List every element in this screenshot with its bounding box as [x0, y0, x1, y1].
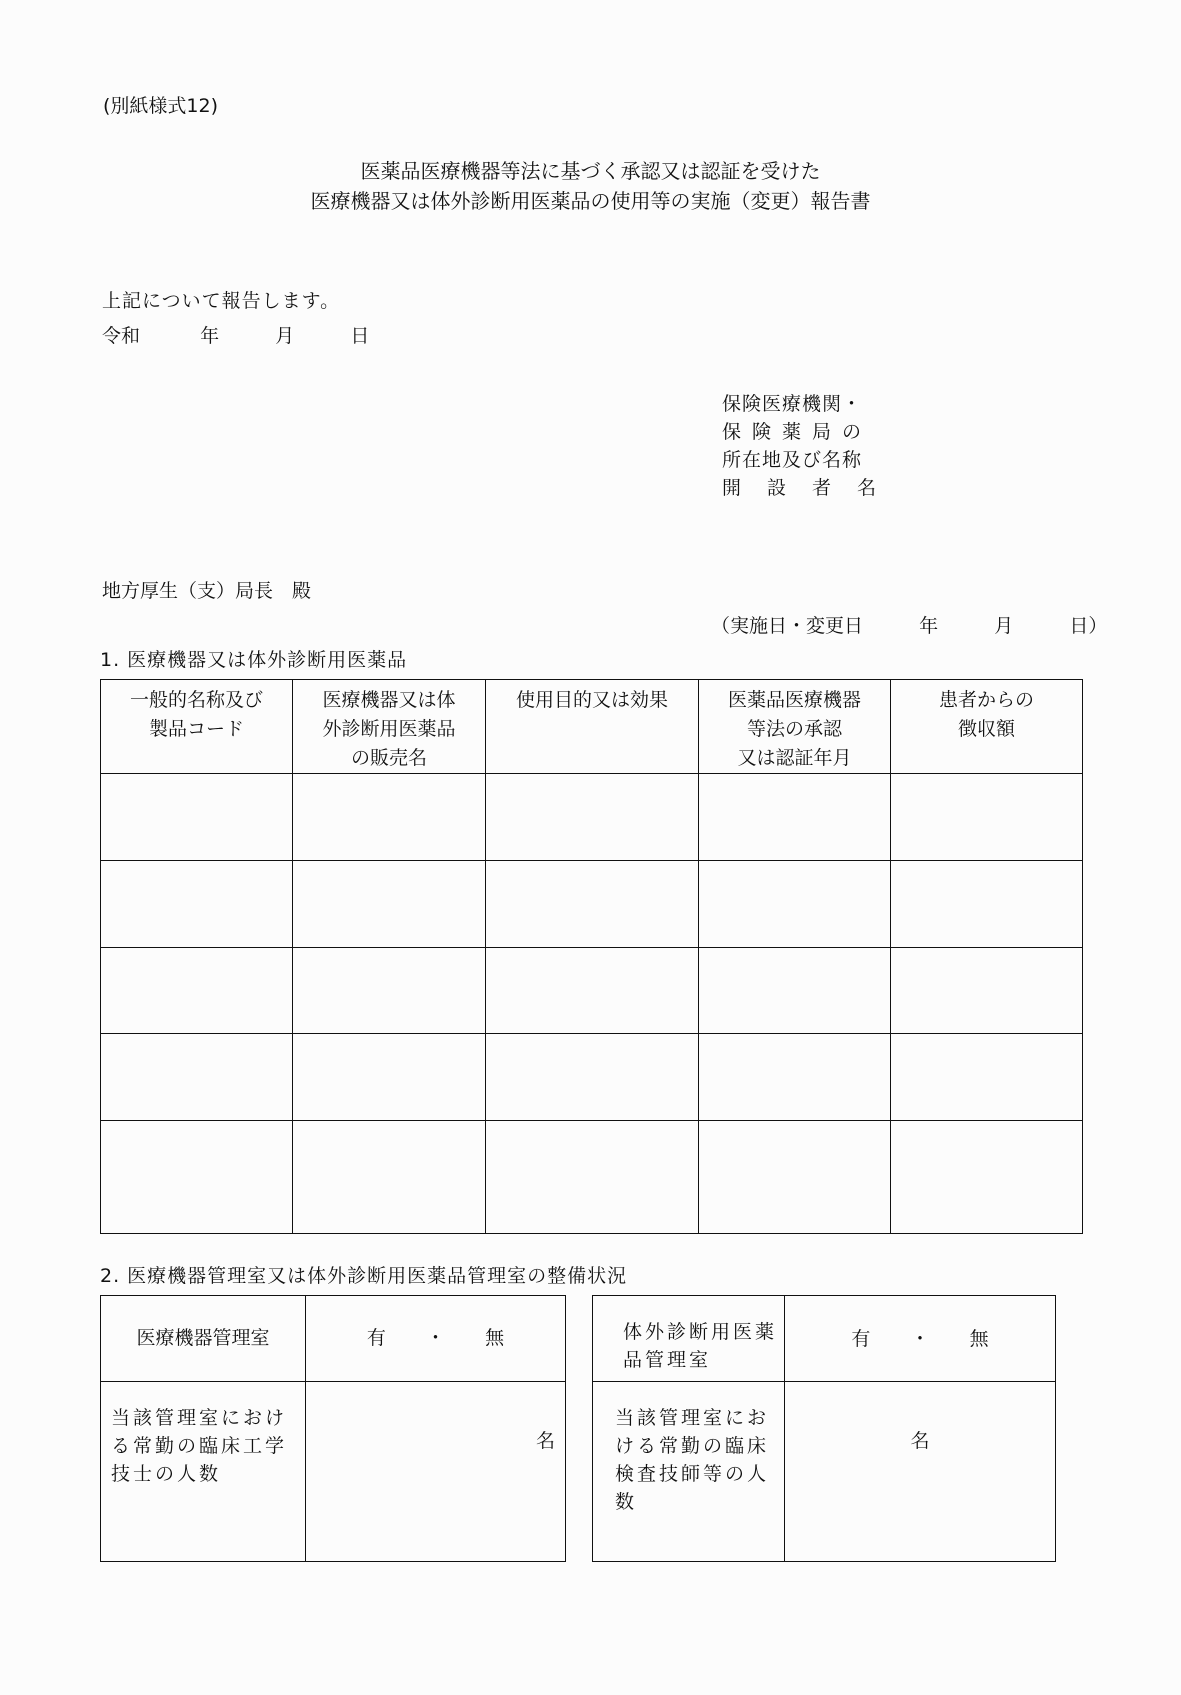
implementation-date [711, 617, 1107, 636]
medical-device-room-availability[interactable] [306, 1296, 566, 1382]
table-row [101, 1121, 1083, 1234]
lab-technician-count-label: 当該管理室にお ける常勤の臨床 検査技師等の人 数 [593, 1382, 785, 1562]
implementation-day-label: 日） [1069, 615, 1108, 637]
cell-approval-date[interactable] [699, 948, 891, 1034]
cell-patient-charge[interactable] [891, 948, 1083, 1034]
cell-purpose[interactable] [486, 1121, 699, 1234]
applicant-line-address-name: 所在地及び名称 [722, 449, 863, 471]
staff-row [101, 1382, 566, 1562]
cell-sales-name[interactable] [293, 948, 486, 1034]
applicant-line-pharmacy: 保険薬局の [722, 421, 873, 443]
cell-approval-date[interactable] [699, 774, 891, 861]
table-row [101, 861, 1083, 948]
ivd-room-label: 体外診断用医薬 品管理室 [593, 1296, 785, 1382]
column-header-approval-date: 医薬品医療機器 等法の承認 又は認証年月 [699, 680, 891, 774]
cell-generic-name[interactable] [101, 1121, 293, 1234]
table-row [101, 948, 1083, 1034]
cell-patient-charge[interactable] [891, 1034, 1083, 1121]
option-separator: ・ [425, 1327, 445, 1349]
cell-sales-name[interactable] [293, 774, 486, 861]
cell-generic-name[interactable] [101, 861, 293, 948]
date-day-label: 日 [350, 325, 370, 347]
date-era: 令和 [102, 325, 141, 347]
date-year-label: 年 [200, 325, 220, 347]
column-header-sales-name: 医療機器又は体 外診断用医薬品 の販売名 [293, 680, 486, 774]
section1-heading: 1. 医療機器又は体外診断用医薬品 [100, 649, 408, 671]
column-header-patient-charge: 患者からの 徴収額 [891, 680, 1083, 774]
device-table-header [101, 680, 1083, 774]
option-separator: ・ [910, 1328, 930, 1350]
column-header-purpose: 使用目的又は効果 [486, 680, 699, 774]
implementation-month-label: 月 [994, 615, 1014, 637]
ivd-room-availability[interactable] [785, 1296, 1056, 1382]
cell-generic-name[interactable] [101, 774, 293, 861]
date-month-label: 月 [275, 325, 295, 347]
section2-heading: 2. 医療機器管理室又は体外診断用医薬品管理室の整備状況 [100, 1265, 628, 1287]
option-no[interactable]: 無 [969, 1328, 989, 1350]
implementation-date-prefix: （実施日・変更日 [711, 615, 864, 637]
clinical-engineer-count-label: 当該管理室におけ る常勤の臨床工学 技士の人数 [101, 1382, 306, 1562]
document-title-line2: 医療機器又は体外診断用医薬品の使用等の実施（変更）報告書 [310, 189, 871, 213]
cell-purpose[interactable] [486, 774, 699, 861]
report-date [102, 327, 369, 346]
staff-row [593, 1382, 1056, 1562]
cell-approval-date[interactable] [699, 1121, 891, 1234]
cell-generic-name[interactable] [101, 948, 293, 1034]
document-title-line1: 医薬品医療機器等法に基づく承認又は認証を受けた [360, 159, 821, 183]
device-table [100, 679, 1083, 1234]
column-header-generic-name: 一般的名称及び 製品コード [101, 680, 293, 774]
cell-purpose[interactable] [486, 861, 699, 948]
medical-device-room-label: 医療機器管理室 [101, 1296, 306, 1382]
cell-sales-name[interactable] [293, 1034, 486, 1121]
applicant-line-institution: 保険医療機関・ [722, 393, 863, 415]
cell-approval-date[interactable] [699, 861, 891, 948]
table-row [101, 774, 1083, 861]
cell-patient-charge[interactable] [891, 774, 1083, 861]
report-statement: 上記について報告します。 [102, 290, 341, 312]
cell-patient-charge[interactable] [891, 861, 1083, 948]
option-yes[interactable]: 有 [366, 1327, 386, 1349]
option-yes[interactable]: 有 [851, 1328, 871, 1350]
count-unit: 名 [910, 1430, 930, 1452]
cell-patient-charge[interactable] [891, 1121, 1083, 1234]
cell-purpose[interactable] [486, 1034, 699, 1121]
addressee: 地方厚生（支）局長 殿 [102, 580, 312, 602]
medical-device-room-table [100, 1295, 566, 1562]
lab-technician-count-field[interactable] [785, 1382, 1056, 1562]
ivd-room-table [592, 1295, 1056, 1562]
applicant-line-founder: 開設者名 [722, 477, 903, 499]
count-unit: 名 [535, 1430, 555, 1452]
room-row [101, 1296, 566, 1382]
option-no[interactable]: 無 [485, 1327, 505, 1349]
implementation-year-label: 年 [919, 615, 939, 637]
table-row [101, 1034, 1083, 1121]
clinical-engineer-count-field[interactable] [306, 1382, 566, 1562]
room-row [593, 1296, 1056, 1382]
form-id: (別紙様式12) [103, 95, 219, 117]
cell-approval-date[interactable] [699, 1034, 891, 1121]
cell-sales-name[interactable] [293, 861, 486, 948]
cell-sales-name[interactable] [293, 1121, 486, 1234]
cell-generic-name[interactable] [101, 1034, 293, 1121]
cell-purpose[interactable] [486, 948, 699, 1034]
